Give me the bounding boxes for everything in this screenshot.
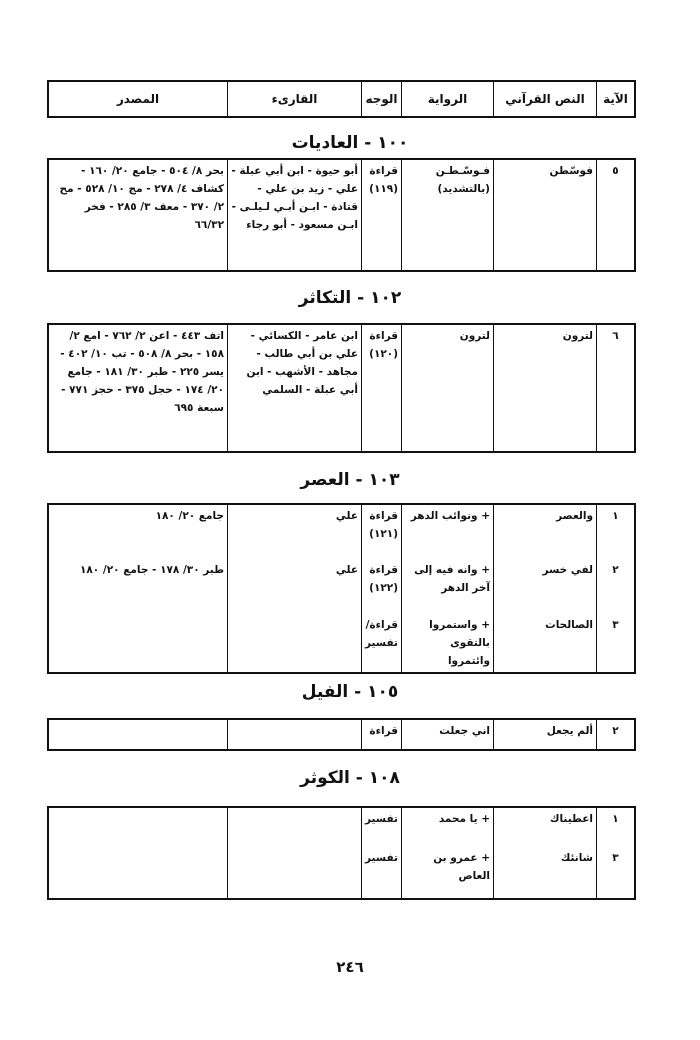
cell-aspect: تفسير [362,807,402,847]
cell-narration: + ونوائب الدهر [402,504,494,559]
table-row [48,559,635,614]
cell-source: جامع ٢٠/ ١٨٠ [48,504,228,559]
cell-ayah-number: ١ [597,807,636,847]
surah-table [47,806,636,900]
cell-narration: + وانه فيه إلى آخر الدهر [402,559,494,614]
cell-source [48,807,228,847]
cell-ayah-number: ٢ [597,559,636,614]
header-quran-text: النص القرآني [494,81,597,117]
cell-aspect: قراءة (١٢٢) [362,559,402,614]
cell-source: بحر ٨/ ٥٠٤ - جامع ٢٠/ ١٦٠ - كشاف ٤/ ٢٧٨ - مج ١٠/ ٥٢٨ - مح ٢/ ٣٧٠ - معف ٣/ ٢٨٥ - فخر ٦٦/٣٢ [48,159,228,271]
cell-reader [228,807,362,847]
cell-quran-text: ألم يجعل [494,719,597,750]
header-source: المصدر [48,81,228,117]
cell-quran-text: لفي خسر [494,559,597,614]
table-row [48,324,635,452]
surah-title: ١٠٨ - الكوثر [300,768,400,788]
table-row [48,614,635,673]
cell-source [48,719,228,750]
table-row [48,847,635,899]
surah-table [47,323,636,453]
cell-aspect: قراءة (١٢٠) [362,324,402,452]
surah-title: ١٠٥ - الفيل [301,682,399,702]
cell-source: اتف ٤٤٣ - اعن ٢/ ٧٦٢ - امع ٢/ ١٥٨ - بحر ٨/ ٥٠٨ - تب ١٠/ ٤٠٢ - يسر ٢٢٥ - طبر ٣٠/ ١٨١ - جامع ٢٠/ ١٧٤ - حجل ٣٧٥ - حجز ٧٧١ - سبعة ٦٩٥ [48,324,228,452]
header-row [48,81,635,117]
cell-narration: + يا محمد [402,807,494,847]
cell-reader [228,847,362,899]
cell-ayah-number: ٥ [597,159,636,271]
cell-ayah-number: ١ [597,504,636,559]
cell-aspect: قراءة (١١٩) [362,159,402,271]
surah-title: ١٠٠ - العاديات [291,133,409,153]
cell-aspect: قراءة (١٢١) [362,504,402,559]
cell-quran-text: لترون [494,324,597,452]
column-header-table [47,80,636,118]
header-narration: الرواية [402,81,494,117]
cell-ayah-number: ٢ [597,719,636,750]
surah-table [47,158,636,272]
cell-quran-text: فوسّطن [494,159,597,271]
cell-reader: علي [228,504,362,559]
cell-reader: أبو حيوة - ابن أبي عبلة - علي - زيد بن علي - قتادة - ابـن أبـي لـيلـى - ابـن مسعود - أبو رجاء [228,159,362,271]
surah-title: ١٠٣ - العصر [300,470,400,490]
cell-reader: علي [228,559,362,614]
surah-table [47,718,636,751]
cell-reader: ابن عامر - الكسائي - علي بن أبي طالب - مجاهد - الأشهب - ابن أبي عبلة - السلمي [228,324,362,452]
table-row [48,159,635,271]
cell-quran-text: الصالحات [494,614,597,673]
cell-quran-text: شانئك [494,847,597,899]
surah-table [47,503,636,674]
cell-aspect: قراءة/ تفسير [362,614,402,673]
cell-aspect: قراءة [362,719,402,750]
cell-narration: فـوسّـطـن (بالتشديد) [402,159,494,271]
cell-ayah-number: ٣ [597,614,636,673]
surah-title: ١٠٢ - التكاثر [298,288,402,308]
cell-ayah-number: ٦ [597,324,636,452]
cell-quran-text: والعصر [494,504,597,559]
page-number: ٢٤٦ [336,958,364,976]
header-aspect: الوجه [362,81,402,117]
table-row [48,504,635,559]
cell-narration: + عمرو بن العاص [402,847,494,899]
cell-narration: + واستمروا بالتقوى وائتمروا [402,614,494,673]
table-row [48,807,635,847]
cell-source [48,847,228,899]
header-reader: القارىء [228,81,362,117]
cell-aspect: تفسير [362,847,402,899]
cell-quran-text: اعطيناك [494,807,597,847]
table-row [48,719,635,750]
header-ayah: الآية [597,81,636,117]
cell-narration: لترون [402,324,494,452]
cell-ayah-number: ٣ [597,847,636,899]
cell-narration: اني جعلت [402,719,494,750]
cell-reader [228,614,362,673]
cell-reader [228,719,362,750]
cell-source [48,614,228,673]
cell-source: طبر ٣٠/ ١٧٨ - جامع ٢٠/ ١٨٠ [48,559,228,614]
